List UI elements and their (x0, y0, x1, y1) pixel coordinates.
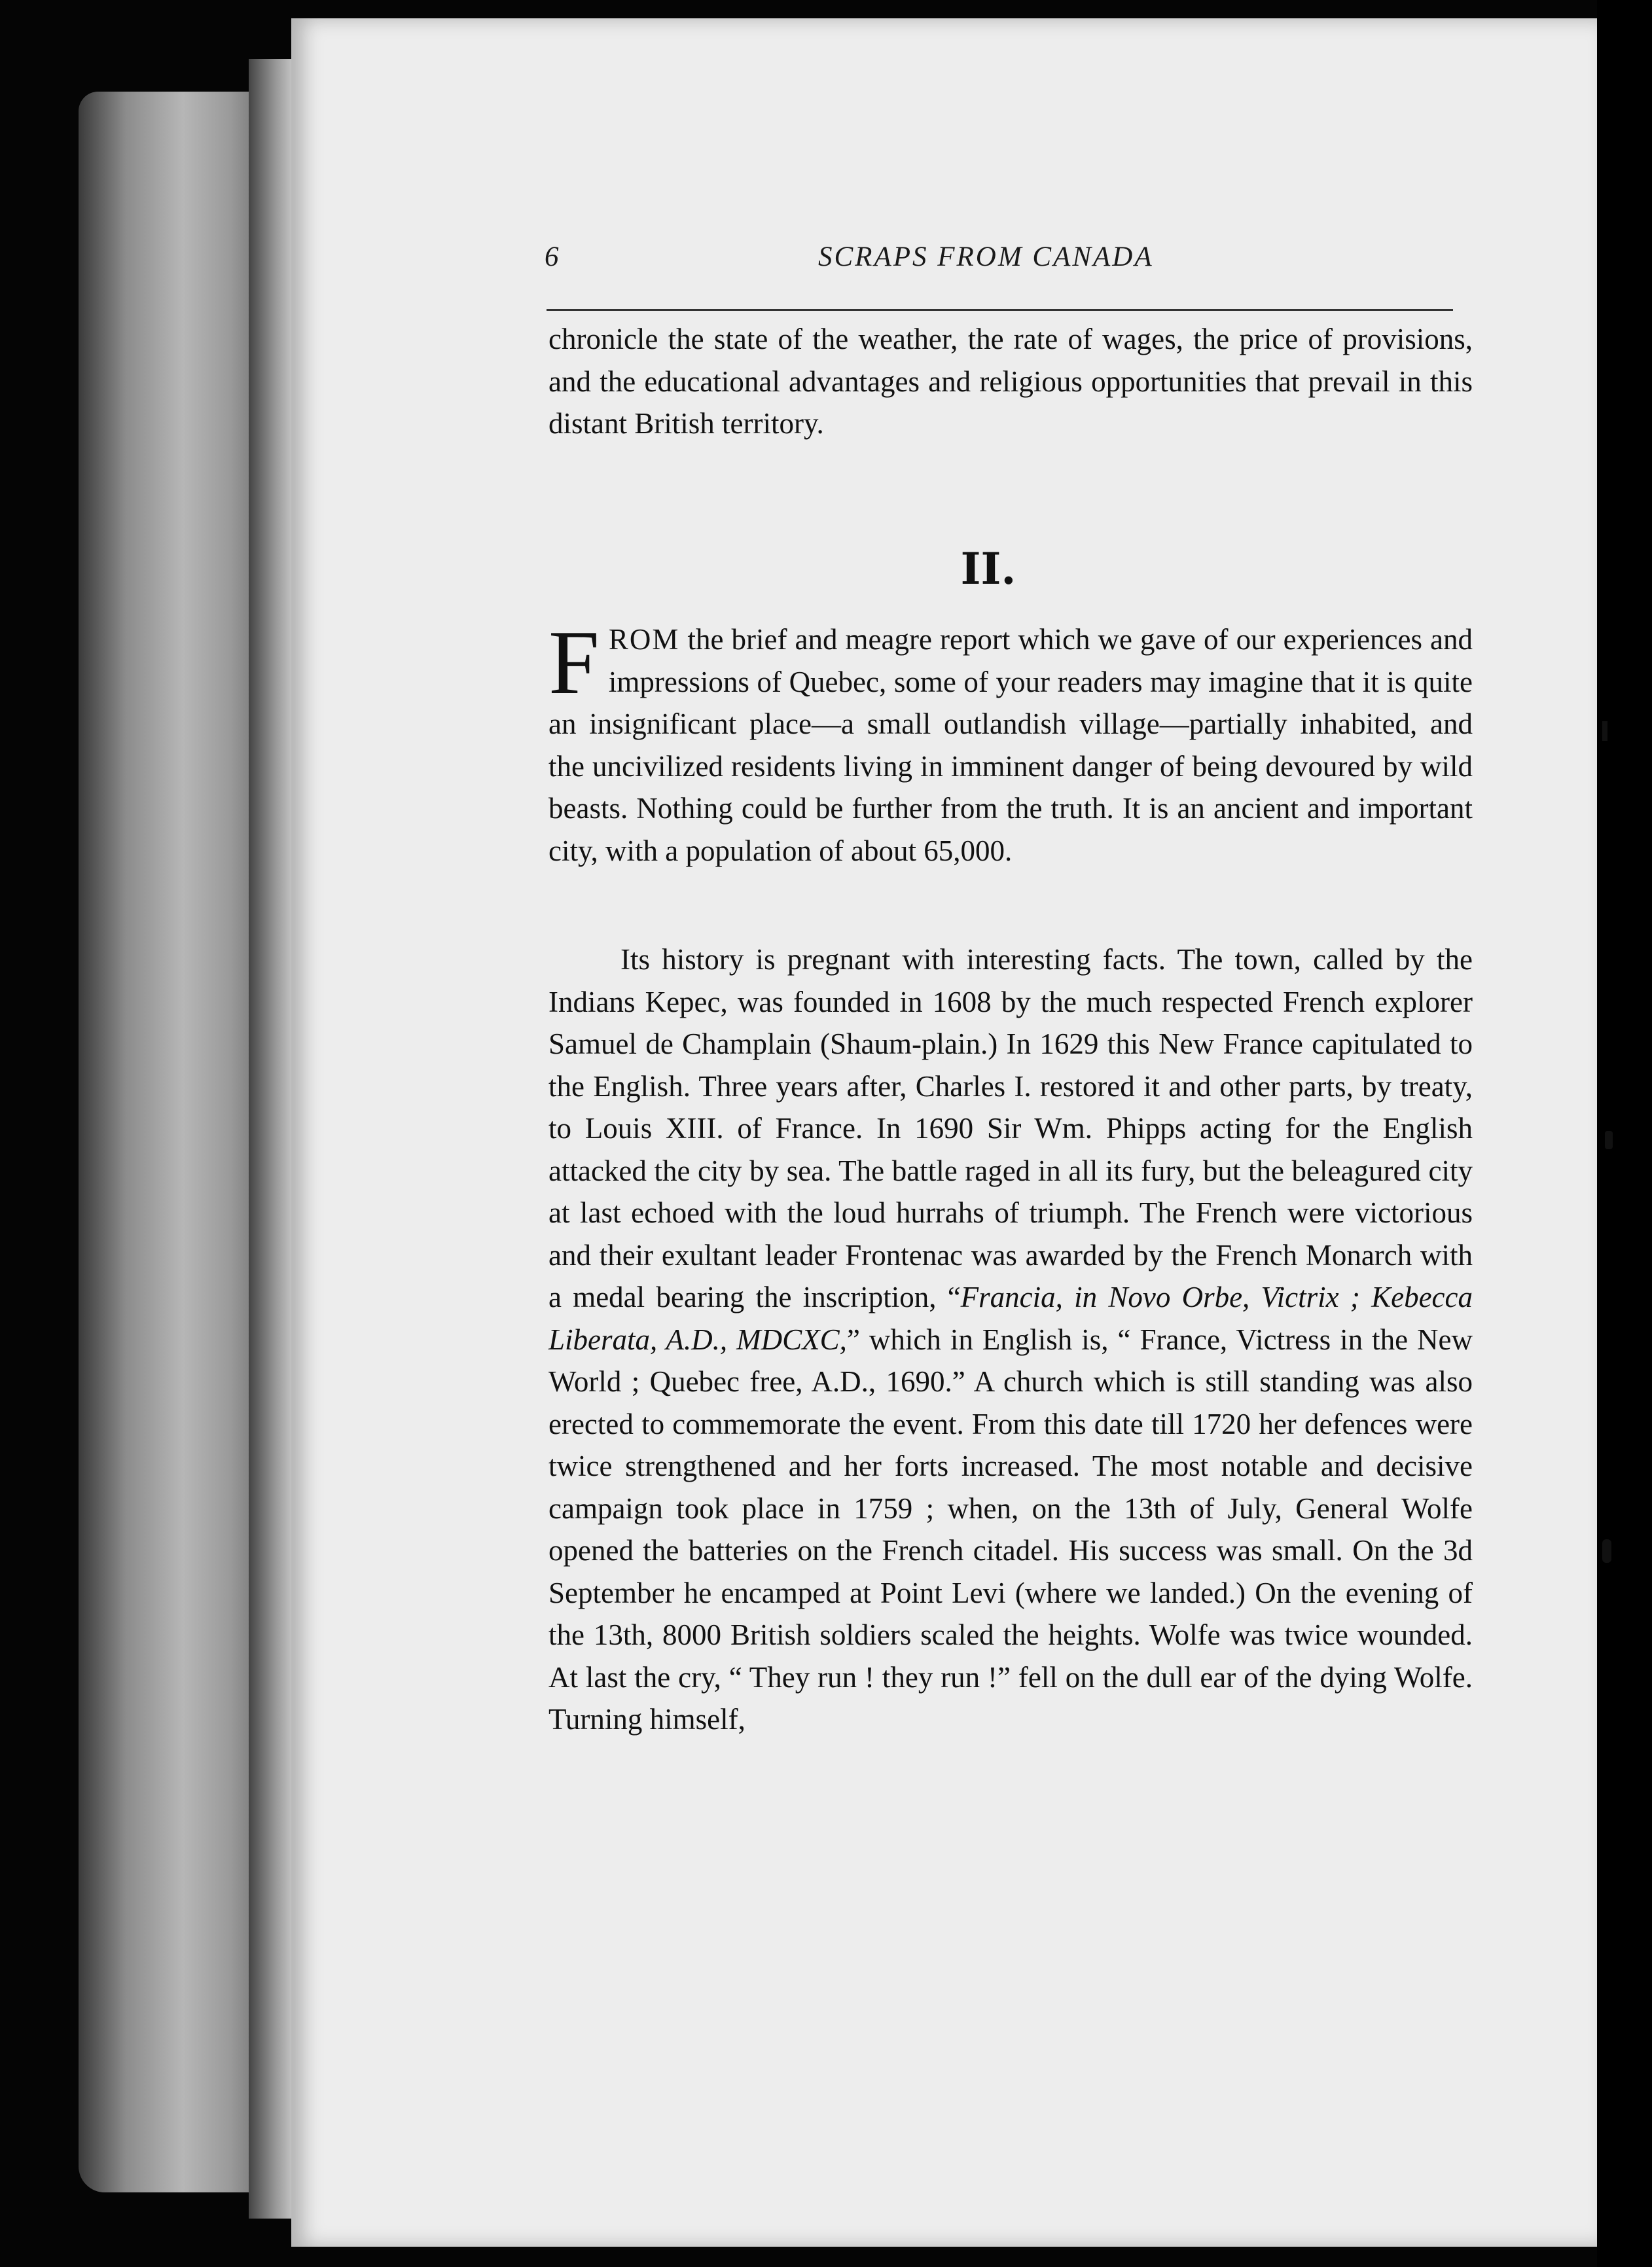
header-rule (547, 309, 1453, 311)
paragraph-history (548, 938, 1473, 1868)
paragraph-section-opening (548, 612, 1473, 913)
book-edge (79, 92, 268, 2192)
page-number: 6 (545, 241, 559, 272)
small-caps-word: ROM (608, 623, 680, 656)
running-head: SCRAPS FROM CANADA (818, 241, 1154, 272)
latin-inscription: Francia, in Novo Orbe, Victrix ; Kebecca Liberata, A.D., MDCXC, (548, 1281, 1473, 1356)
paragraph-continuation: chronicle the state of the weather, the rate of wages, the price of provisions, and the educational advantages and religious opportunities that prevail in this distant British territory. (548, 323, 1473, 440)
margin-mark (1605, 1131, 1613, 1149)
section-numeral: II. (960, 543, 1016, 594)
drop-cap: F (548, 612, 600, 713)
paragraph-text: the brief and meagre report which we gave of our experiences and impressions of Quebec, some of your readers may imagine that it is quite an insignificant place—a small outlandish village—partially inhabited, and the uncivilized residents living in imminent danger of being devoured by wild beasts. Nothing could be further from the truth. It is an ancient and important city, with a population of about 65,000. (548, 623, 1473, 867)
paragraph-text: Its history is pregnant with interesting facts. The town, called by the Indians Kepec, was founded in 1608 by the much respected French explorer Samuel de Champlain (Shaum-plain.) In 1629 this New France capitulated to the English. Three years after, Charles I. restored it and other parts, by treaty, to Louis XIII. of France. In 1690 Sir Wm. Phipps acting for the English attacked the city by sea. The battle raged in all its fury, but the beleagured city at last echoed with the loud hurrahs of triumph. The French were victorious and their exultant leader Frontenac was awarded by the French Monarch with a medal bearing the inscription, “ (548, 943, 1473, 1313)
page-gutter-shadow (249, 59, 295, 2219)
margin-mark (1602, 1539, 1611, 1563)
scan-speckle (177, 46, 203, 55)
paragraph-text: ” which in English is, “ France, Victress in the New World ; Quebec free, A.D., 1690.” A church which is still standing was also erected to commemorate the event. From this date till 1720 her defences were twice strengthened and her forts increased. The most notable and decisive campaign took place in 1759 ; when, on the 13th of July, General Wolfe opened the batteries on the French citadel. His success was small. On the 3d September he encamped at Point Levi (where we landed.) On the evening of the 13th, 8000 British soldiers scaled the heights. Wolfe was twice wounded. At last the cry, “ They run ! they run !” fell on the dull ear of the dying Wolfe. Turning himself, (548, 1323, 1473, 1736)
margin-mark (1602, 721, 1607, 741)
